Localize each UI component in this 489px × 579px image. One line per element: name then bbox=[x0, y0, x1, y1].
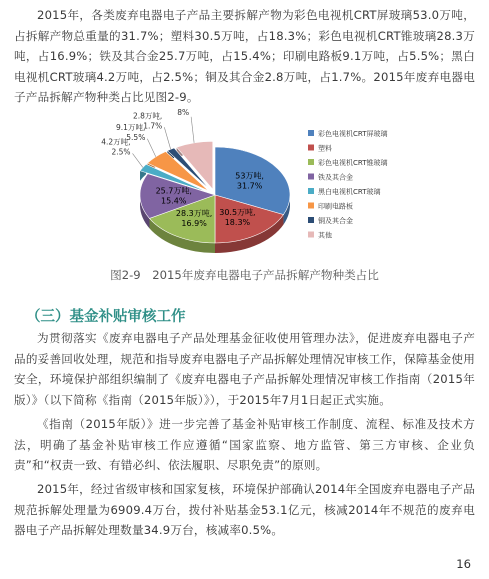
legend-swatch bbox=[308, 174, 314, 180]
pie-slice-value-label: 28.3万吨, bbox=[175, 208, 213, 218]
legend-swatch bbox=[308, 232, 314, 238]
pie-callout-value-label: 4.2万吨, bbox=[101, 137, 131, 147]
pie-slice-percent-label: 15.4% bbox=[161, 196, 187, 206]
pie-callout-percent-label: 5.5% bbox=[126, 132, 146, 142]
pie-slice-percent-label: 18.3% bbox=[224, 218, 251, 228]
body-paragraph-2: 《指南（2015年版）》进一步完善了基金补贴审核工作制度、流程、标准及技术方法，明确了基金补贴审核工作应遵循“国家监察、地方监管、第三方审核、企业负责”和“权责一致、有错必纠、依法履职、尽职免责”的原则。 bbox=[14, 417, 475, 472]
legend-swatch bbox=[308, 159, 314, 165]
legend-swatch bbox=[308, 203, 314, 209]
section-title: （三）基金补贴审核工作 bbox=[26, 309, 186, 325]
body-paragraph-1: 为贯彻落实《废弃电器电子产品处理基金征收使用管理办法》，促进废弃电器电子产品的妥善回收处理，规范和指导废弃电器电子产品拆解处理情况审核工作，保障基金使用安全，环境保护部组织编制了《废弃电器电子产品拆解处理情况审核工作指南（2015年版）》（以下简称《指南（2015年版）》），于2015年7月1日起正式实施。 bbox=[14, 331, 475, 407]
pie-slice-percent-label: 16.9% bbox=[181, 218, 207, 228]
pie-leader-line bbox=[164, 127, 170, 149]
pie-chart-svg bbox=[0, 107, 489, 270]
pie-callout-percent-label: 1.7% bbox=[143, 121, 163, 131]
legend-swatch bbox=[308, 130, 314, 136]
legend-label: 铁及其合金 bbox=[318, 173, 353, 182]
legend-swatch bbox=[308, 145, 314, 151]
pie-callout-value-label: 9.1万吨, bbox=[116, 122, 146, 132]
intro-paragraph: 2015年，各类废弃电器电子产品主要拆解产物为彩色电视机CRT屏玻璃53.0万吨，占拆解产物总重量的31.7%；塑料30.5万吨，占18.3%；彩色电视机CRT锥玻璃28.3万吨，占16.9%；铁及其合金25.7万吨，占15.4%；印刷电路板9.1万吨，占5.5%；黑白电视机CRT玻璃4.2万吨，占2.5%；铜及其合金2.8万吨，占1.7%。2015年废弃电器电子产品拆解产物种类占比见图2-9。 bbox=[14, 8, 475, 104]
pie-callout-percent-label: 8% bbox=[177, 107, 190, 117]
legend-swatch bbox=[308, 217, 314, 223]
pie-callout-value-label: 2.8万吨, bbox=[133, 111, 163, 121]
legend-label: 黑白电视机CRT玻璃 bbox=[318, 188, 381, 196]
pie-slice-value-label: 30.5万吨, bbox=[219, 208, 256, 218]
pie-slice-value-label: 25.7万吨, bbox=[155, 186, 192, 196]
legend-swatch bbox=[308, 188, 314, 194]
legend-label: 其他 bbox=[318, 231, 332, 240]
legend-label: 塑料 bbox=[318, 144, 332, 153]
pie-callout-percent-label: 2.5% bbox=[111, 147, 131, 157]
pie-leader-line bbox=[191, 117, 194, 143]
figure-caption: 图2-9 2015年废弃电器电子产品拆解产物种类占比 bbox=[110, 268, 379, 282]
pie-slice-value-label: 53万吨, bbox=[235, 171, 264, 181]
pie-leader-line bbox=[133, 153, 143, 167]
pie-slice-percent-label: 31.7% bbox=[236, 181, 263, 191]
body-paragraph-3: 2015年，经过省级审核和国家复核，环境保护部确认2014年全国废弃电器电子产品规范拆解处理量为6909.4万台，拨付补贴基金53.1亿元，核减2014年不规范的废弃电器电子产品拆解处理数量34.9万台，核减率0.5%。 bbox=[14, 482, 476, 537]
legend-label: 彩色电视机CRT屏玻璃 bbox=[318, 130, 388, 138]
page-number: 16 bbox=[456, 557, 471, 571]
pie-leader-line bbox=[147, 139, 155, 157]
legend-label: 铜及其合金 bbox=[318, 217, 353, 225]
legend-label: 彩色电视机CRT锥玻璃 bbox=[318, 159, 388, 167]
legend-label: 印刷电路板 bbox=[318, 202, 353, 211]
